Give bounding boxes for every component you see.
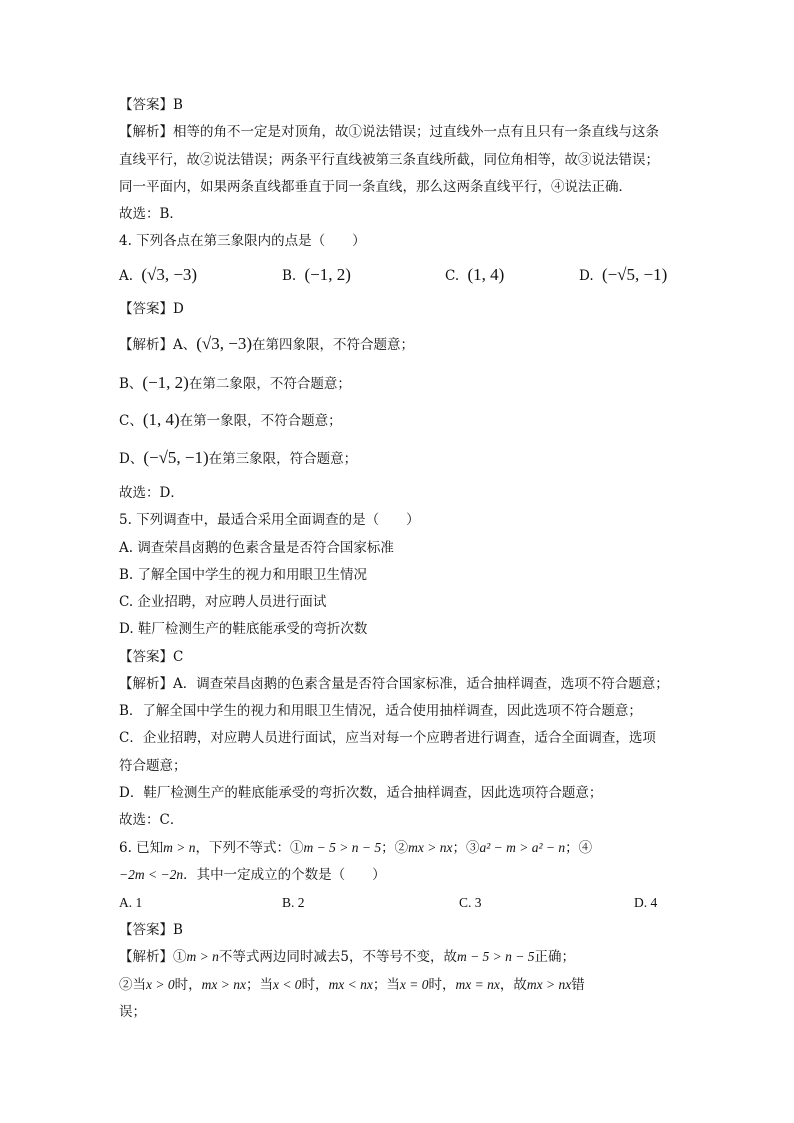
q4-option-d [579,266,667,285]
q4-stem: 4. 下列各点在第三象限内的点是（ ） [119,233,366,249]
q6-analysis-line3: 误； [119,1004,146,1020]
q6-analysis-line1 [119,948,575,966]
q6-stem-line2 [119,866,386,884]
analysis-text: 时， [428,977,456,993]
analysis-text: 时， [301,977,329,993]
q4-option-b [282,266,351,285]
analysis-text: ；当 [245,977,273,993]
option-point: (1, 4) [467,265,505,284]
stem-text: ．其中一定成立的个数是（ ） [183,867,386,883]
q5-conclusion: 故选：C． [119,812,184,828]
analysis-prefix: D、 [119,451,144,467]
math-expr: m > n [186,949,219,964]
option-point: (−√5, −1) [601,265,668,284]
q4-analysis-d [119,449,357,468]
option-label: A. [119,268,134,284]
math-expr: x > 0 [146,977,175,992]
option-label: D. [579,268,594,284]
analysis-text: 在第一象限，不符合题意； [179,413,342,429]
stem-text: 6. 已知 [119,840,164,856]
analysis-text: 【解析】① [119,949,187,965]
math-expr: mx > nx [526,977,572,992]
analysis-text: 时， [174,977,202,993]
analysis-point: (1, 4) [142,410,180,429]
analysis-point: (−1, 2) [142,373,189,392]
q5-analysis-line: D．鞋厂检测生产的鞋底能承受的弯折次数，适合抽样调查，因此选项符合题意； [119,785,603,801]
math-expr: x = 0 [399,977,429,992]
q4-option-c [445,266,504,285]
math-expr: −2m < −2n [119,867,184,882]
analysis-point: (−√5, −1) [143,448,209,467]
analysis-text: 正确； [534,949,576,965]
q5-option-c: C. 企业招聘，对应聘人员进行面试 [119,594,327,610]
q4-conclusion: 故选：D． [119,485,184,501]
q5-analysis-line: 【解析】A．调查荣昌卤鹅的色素含量是否符合国家标准，适合抽样调查，选项不符合题意； [119,676,669,692]
math-expr: mx > nx [201,977,246,992]
q3-answer: 【答案】B [119,97,183,113]
math-expr: x < 0 [272,977,302,992]
q3-analysis-line: 【解析】相等的角不一定是对顶角，故①说法错误；过直线外一点有且只有一条直线与这条 [119,124,659,140]
stem-text: ，下列不等式：① [195,840,304,856]
q6-option-c: C. 3 [459,895,482,910]
q5-option-a: A. 调查荣昌卤鹅的色素含量是否符合国家标准 [119,540,394,556]
q3-analysis-line: 同一平面内，如果两条直线都垂直于同一条直线，那么这两条直线平行，④说法正确． [119,179,632,195]
math-expr: mx < nx [328,977,373,992]
analysis-text: ；当 [372,977,400,993]
math-expr: a² − m > a² − n [479,840,566,855]
math-expr: m > n [163,840,196,855]
q3-analysis-line: 直线平行，故②说法错误；两条平行直线被第三条直线所截，同位角相等，故③说法错误； [119,152,659,168]
stem-text: ；③ [452,840,480,856]
q4-analysis-a [119,335,414,354]
q4-option-a [119,266,197,285]
q5-analysis-line: C．企业招聘，对应聘人员进行面试，应当对每一个应聘者进行调查，适合全面调查，选项 [119,730,656,746]
analysis-point: (√3, −3) [196,334,252,353]
analysis-prefix: C、 [119,413,143,429]
option-point: (−1, 2) [304,265,351,284]
q6-analysis-line2 [119,976,585,994]
analysis-text: 在第二象限，不符合题意； [188,376,351,392]
analysis-prefix: B、 [119,376,143,392]
stem-text: ；④ [565,840,593,856]
q4-analysis-b [119,374,351,393]
q6-option-a: A. 1 [119,895,143,910]
q4-analysis-c [119,411,342,430]
math-expr: m − 5 > n − 5 [456,949,535,964]
math-expr: mx = nx [455,977,500,992]
q5-analysis-line: 符合题意； [119,758,187,774]
analysis-text: 错 [571,977,585,993]
q5-analysis-line: B．了解全国中学生的视力和用眼卫生情况，适合使用抽样调查，因此选项不符合题意； [119,703,642,719]
q5-option-b: B. 了解全国中学生的视力和用眼卫生情况 [119,567,368,583]
analysis-text: 不等式两边同时减去5，不等号不变，故 [218,949,457,965]
q6-stem-line1 [119,839,592,857]
q6-option-d: D. 4 [634,895,658,910]
option-label: B. [282,268,297,284]
q6-answer: 【答案】B [119,922,183,938]
q3-conclusion: 故选：B． [119,206,183,222]
analysis-text: ②当 [119,977,146,993]
q5-stem: 5. 下列调查中，最适合采用全面调查的是（ ） [119,512,420,528]
math-expr: mx > nx [408,840,453,855]
stem-text: ；② [381,840,409,856]
q5-option-d: D. 鞋厂检测生产的鞋底能承受的弯折次数 [119,621,368,637]
analysis-text: 在第三象限，符合题意； [208,451,358,467]
q5-answer: 【答案】C [119,649,184,665]
analysis-prefix: 【解析】A、 [119,337,197,353]
math-expr: m − 5 > n − 5 [303,840,382,855]
q4-answer: 【答案】D [119,301,184,317]
option-label: C. [445,268,460,284]
analysis-text: ，故 [499,977,527,993]
analysis-text: 在第四象限，不符合题意； [252,337,414,353]
option-point: (√3, −3) [141,265,198,284]
q6-option-b: B. 2 [282,895,305,910]
